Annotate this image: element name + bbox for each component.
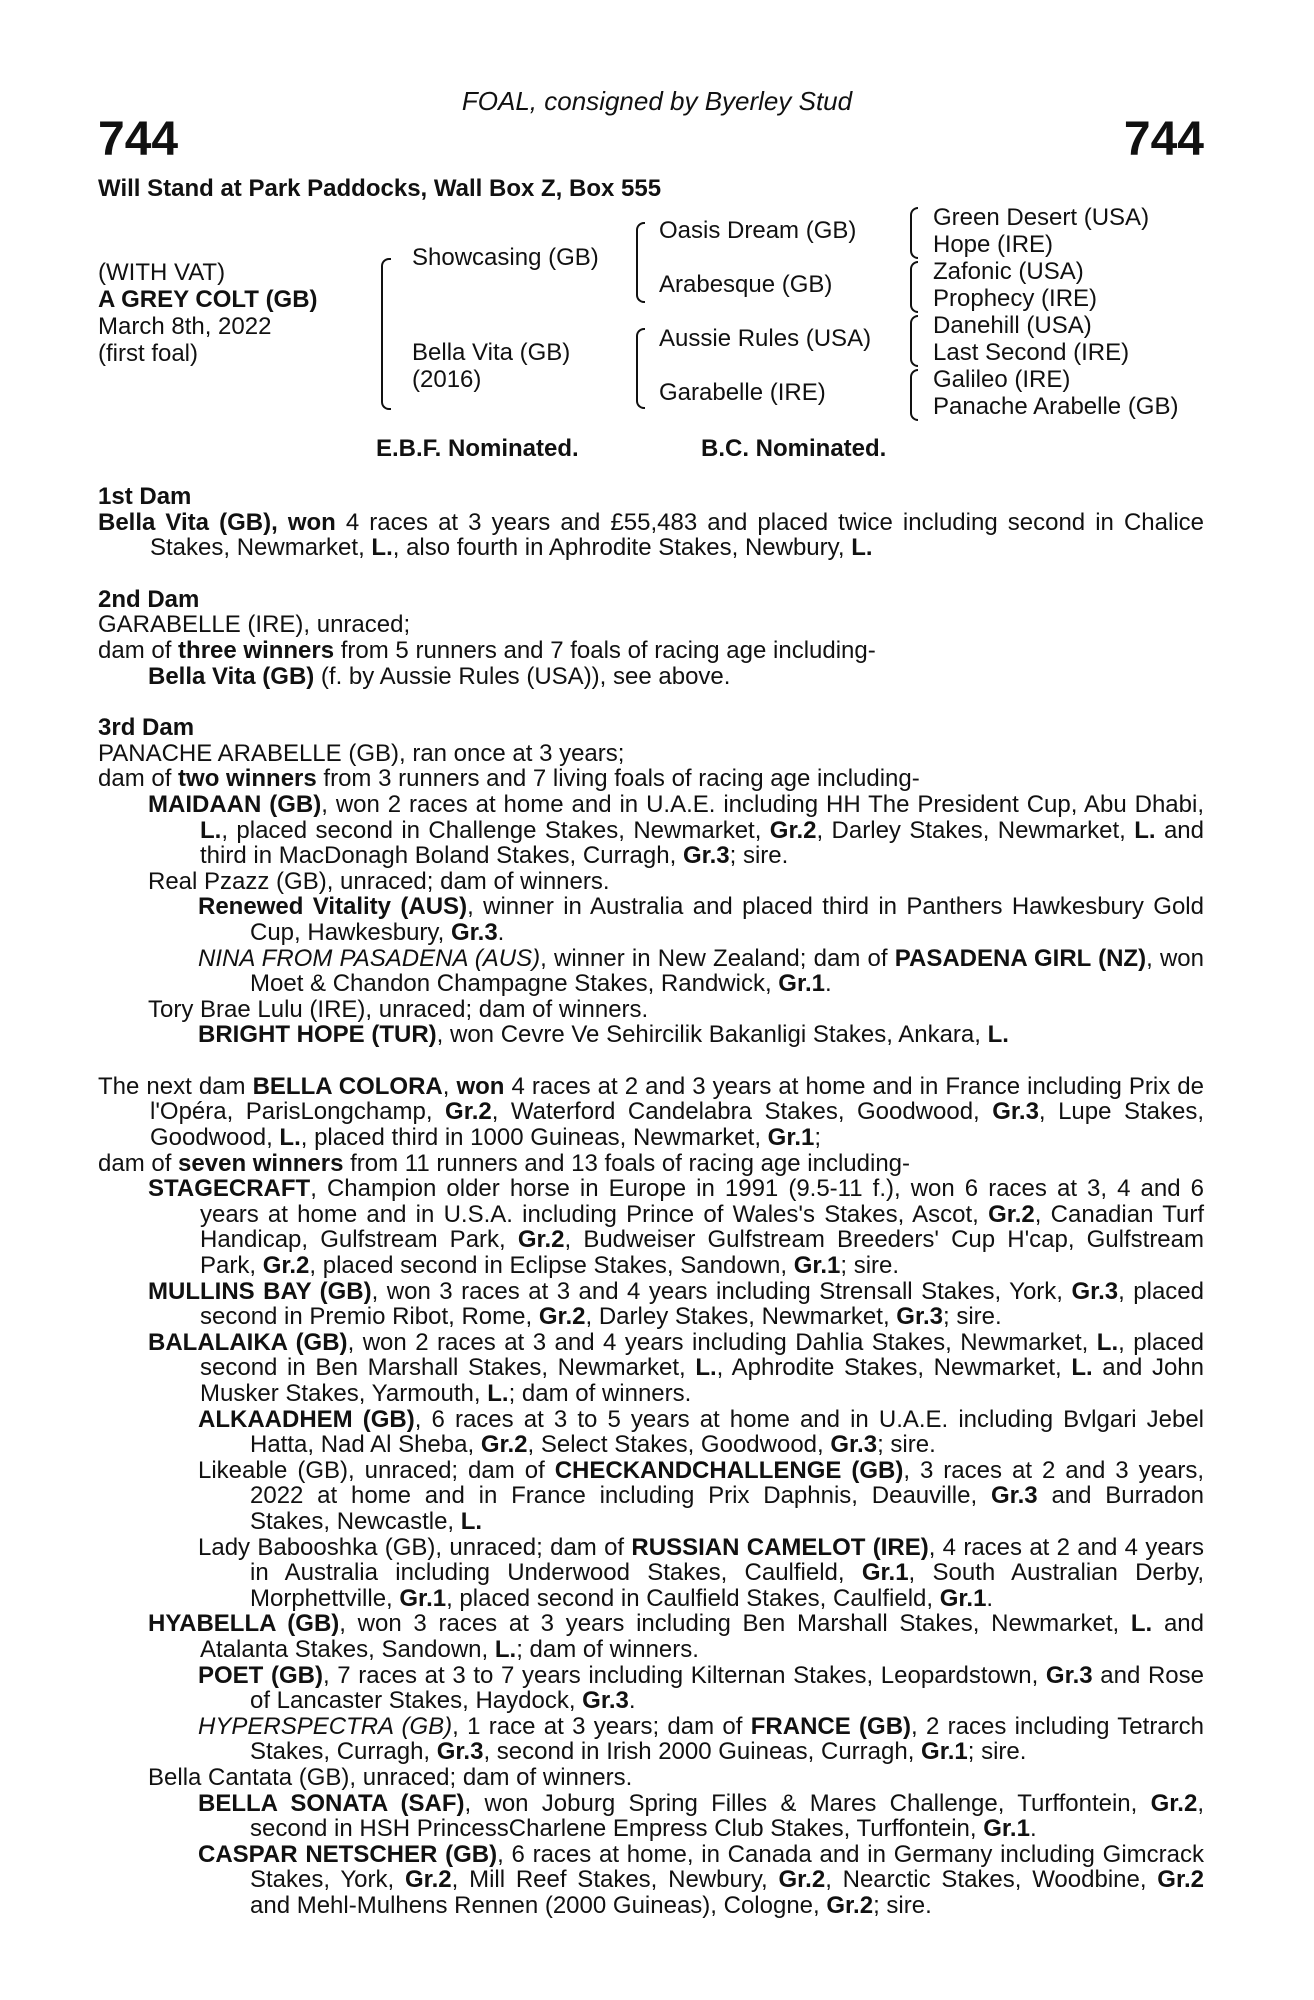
pedigree-brace (910, 207, 918, 259)
produce-entry: MAIDAAN (GB), won 2 races at home and in U.A.E. including HH The President Cup, Abu Dhabi, L., placed second in Challenge Stakes, Newmarket, Gr.2, Darley Stakes, Newmarket, L. and third in MacDonagh Boland Stakes, Curragh, Gr.3; sire. (148, 790, 1204, 870)
stand-location: Will Stand at Park Paddocks, Wall Box Z, Box 555 (98, 175, 662, 202)
dam: Bella Vita (GB) (412, 339, 571, 366)
produce-entry: Real Pzazz (GB), unraced; dam of winners. (148, 867, 610, 895)
foaling-date: March 8th, 2022 (98, 313, 272, 340)
vat-note: (WITH VAT) (98, 259, 226, 286)
consignor-line: FOAL, consigned by Byerley Stud (461, 86, 853, 116)
produce-entry: Tory Brae Lulu (IRE), unraced; dam of winners. (148, 995, 649, 1023)
pedigree-brace (910, 261, 918, 313)
produce-entry: Bella Vita (GB) (f. by Aussie Rules (USA)), see above. (148, 662, 731, 690)
produce-entry: POET (GB), 7 races at 3 to 7 years including Kilternan Stakes, Leopardstown, Gr.3 and Rose of Lancaster Stakes, Haydock, Gr.3. (198, 1661, 1204, 1715)
lot-number-right: 744 (1123, 113, 1204, 166)
second-dam-line: GARABELLE (IRE), unraced; (98, 611, 411, 639)
produce-entry: BALALAIKA (GB), won 2 races at 3 and 4 years including Dahlia Stakes, Newmarket, L., placed second in Ben Marshall Stakes, Newmarket, L., Aphrodite Stakes, Newmarket, L. and John Musker Stakes, Yarmouth, L.; dam of winners. (148, 1328, 1204, 1407)
next-dam-record: The next dam BELLA COLORA, won 4 races at 2 and 3 years at home and in France including Prix de l'Opéra, ParisLongchamp, Gr.2, Waterford Candelabra Stakes, Goodwood, Gr.3, Lupe Stakes, Goodwood, L., placed third in 1000 Guineas, Newmarket, Gr.1; (98, 1072, 1204, 1152)
third-dam-line: PANACHE ARABELLE (GB), ran once at 3 years; (98, 739, 625, 767)
ss-sire: Green Desert (USA) (933, 204, 1150, 231)
produce-entry: HYABELLA (GB), won 3 races at 3 years including Ben Marshall Stakes, Newmarket, L. and Atalanta Stakes, Sandown, L.; dam of winners. (148, 1610, 1204, 1663)
pedigree-brace (381, 258, 391, 410)
sd-sire: Zafonic (USA) (933, 258, 1084, 285)
produce-entry: NINA FROM PASADENA (AUS), winner in New Zealand; dam of PASADENA GIRL (NZ), won Moet & Chandon Champagne Stakes, Randwick, Gr.1. (198, 944, 1205, 998)
section-heading: 3rd Dam (98, 714, 195, 742)
produce-entry: BELLA SONATA (SAF), won Joburg Spring Filles & Mares Challenge, Turffontein, Gr.2, second in HSH PrincessCharlene Empress Club Stakes, Turffontein, Gr.1. (198, 1789, 1204, 1843)
first-dam-record: Bella Vita (GB), won 4 races at 3 years and £55,483 and placed twice including second in Chalice Stakes, Newmarket, L., also fourth in Aphrodite Stakes, Newbury, L. (98, 508, 1204, 562)
produce-entry: Renewed Vitality (AUS), winner in Australia and placed third in Panthers Hawkesbury Gold Cup, Hawkesbury, Gr.3. (198, 893, 1204, 946)
pedigree-brace (910, 315, 918, 367)
third-dam-produce: dam of two winners from 3 runners and 7 living foals of racing age including- (98, 765, 920, 793)
ss-dam: Hope (IRE) (933, 231, 1054, 258)
dd-dam: Panache Arabelle (GB) (933, 393, 1179, 420)
catalogue-body (98, 484, 1204, 1918)
sire-dam: Arabesque (GB) (659, 271, 833, 298)
produce-entry: BRIGHT HOPE (TUR), won Cevre Ve Sehircilik Bakanligi Stakes, Ankara, L. (198, 1021, 1009, 1049)
produce-entry: STAGECRAFT, Champion older horse in Europe in 1991 (9.5-11 f.), won 6 races at 3, 4 and 6 years at home and in U.S.A. including Prince of Wales's Stakes, Ascot, Gr.2, Canadian Turf Handicap, Gulfstream Park, Gr.2, Budweiser Gulfstream Breeders' Cup H'cap, Gulfstream Park, Gr.2, placed second in Eclipse Stakes, Sandown, Gr.1; sire. (148, 1175, 1204, 1280)
ds-dam: Last Second (IRE) (933, 339, 1130, 366)
sire: Showcasing (GB) (412, 244, 599, 271)
pedigree-brace (636, 328, 645, 409)
sire-sire: Oasis Dream (GB) (659, 217, 857, 244)
horse-name: A GREY COLT (GB) (98, 286, 318, 313)
produce-entry: Bella Cantata (GB), unraced; dam of winners. (148, 1763, 633, 1791)
produce-entry: Likeable (GB), unraced; dam of CHECKANDCHALLENGE (GB), 3 races at 2 and 3 years, 2022 at home and in France including Prix Daphnis, Deauville, Gr.3 and Burradon Stakes, Newcastle, L. (198, 1456, 1205, 1535)
section-heading: 2nd Dam (98, 585, 200, 613)
pedigree-brace (636, 222, 645, 303)
ebf-nomination: E.B.F. Nominated. (376, 435, 579, 462)
dam-year: (2016) (412, 366, 482, 393)
dam-sire: Aussie Rules (USA) (659, 325, 872, 352)
produce-entry: HYPERSPECTRA (GB), 1 race at 3 years; dam of FRANCE (GB), 2 races including Tetrarch Stakes, Curragh, Gr.3, second in Irish 2000 Guineas, Curragh, Gr.1; sire. (198, 1712, 1204, 1766)
next-dam-produce: dam of seven winners from 11 runners and 13 foals of racing age including- (98, 1149, 911, 1177)
dd-sire: Galileo (IRE) (933, 366, 1071, 393)
produce-entry: MULLINS BAY (GB), won 3 races at 3 and 4 years including Strensall Stakes, York, Gr.3, placed second in Premio Ribot, Rome, Gr.2, Darley Stakes, Newmarket, Gr.3; sire. (148, 1277, 1205, 1331)
foal-note: (first foal) (98, 340, 199, 367)
second-dam-produce: dam of three winners from 5 runners and 7 foals of racing age including- (98, 636, 876, 664)
produce-entry: Lady Babooshka (GB), unraced; dam of RUSSIAN CAMELOT (IRE), 4 races at 2 and 4 years in Australia including Underwood Stakes, Caulfield, Gr.1, South Australian Derby, Morphettville, Gr.1, placed second in Caulfield Stakes, Caulfield, Gr.1. (198, 1533, 1205, 1612)
lot-number-left: 744 (98, 113, 179, 166)
produce-entry: ALKAADHEM (GB), 6 races at 3 to 5 years at home and in U.A.E. including Bvlgari Jebel Hatta, Nad Al Sheba, Gr.2, Select Stakes, Goodwood, Gr.3; sire. (198, 1405, 1204, 1459)
pedigree-brace (910, 369, 918, 421)
produce-entry: CASPAR NETSCHER (GB), 6 races at home, in Canada and in Germany including Gimcrack Stakes, York, Gr.2, Mill Reef Stakes, Newbury, Gr.2, Nearctic Stakes, Woodbine, Gr.2 and Mehl-Mulhens Rennen (2000 Guineas), Cologne, Gr.2; sire. (198, 1840, 1204, 1919)
section-heading: 1st Dam (98, 483, 192, 510)
sd-dam: Prophecy (IRE) (933, 285, 1098, 312)
bc-nomination: B.C. Nominated. (701, 435, 887, 462)
dam-dam: Garabelle (IRE) (659, 379, 826, 406)
ds-sire: Danehill (USA) (933, 312, 1092, 339)
